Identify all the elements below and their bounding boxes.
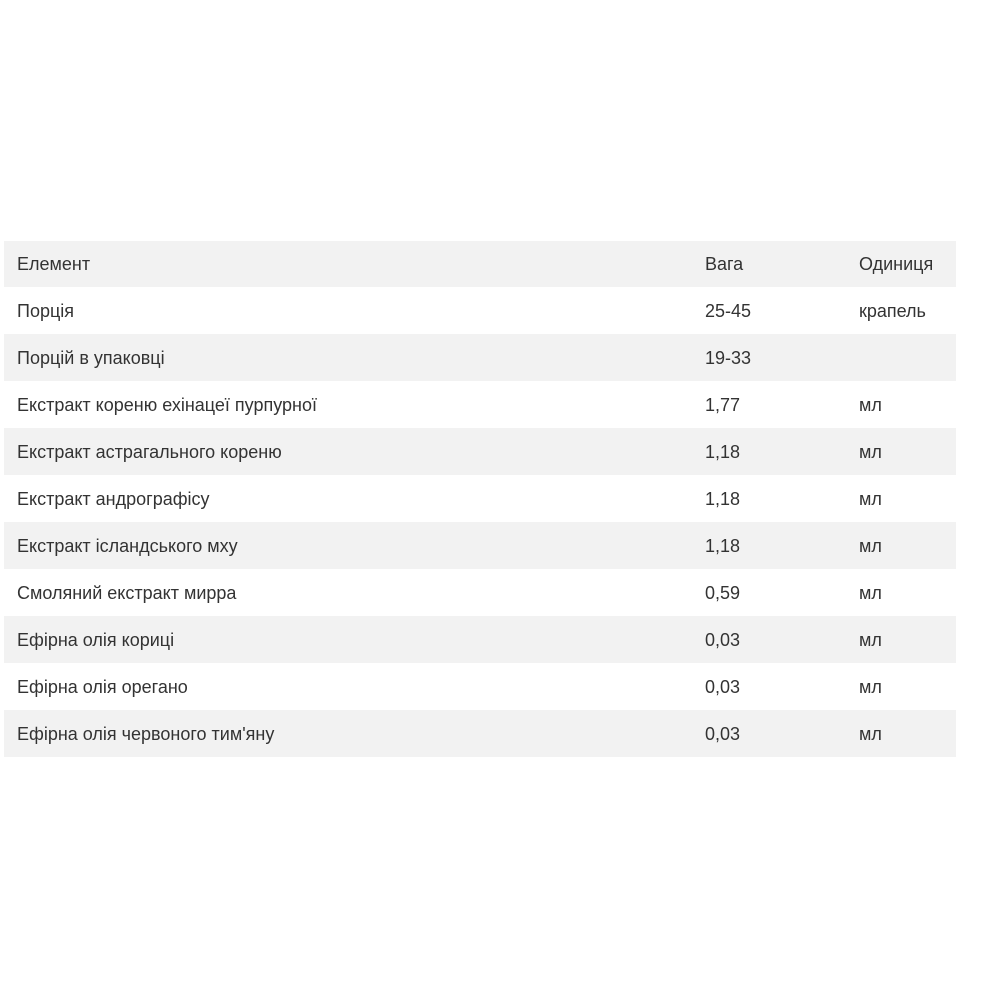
header-element: Елемент: [17, 254, 91, 274]
cell-element: Порцій в упаковці: [17, 347, 165, 368]
cell-element: Ефірна олія кориці: [17, 629, 175, 650]
cell-unit: [846, 334, 956, 381]
cell-element: Екстракт ісландського мху: [17, 535, 238, 556]
cell-element: Ефірна олія червоного тим'яну: [17, 723, 275, 744]
cell-weight: 25-45: [705, 300, 752, 321]
cell-unit: крапель: [859, 300, 926, 321]
cell-unit: мл: [859, 582, 882, 603]
cell-element: Ефірна олія орегано: [17, 676, 188, 697]
table-row: [4, 475, 956, 522]
cell-unit: мл: [859, 676, 882, 697]
cell-unit: мл: [859, 441, 882, 462]
cell-unit: мл: [859, 394, 882, 415]
cell-unit: мл: [859, 488, 882, 509]
table-row: [4, 334, 956, 381]
cell-element: Екстракт кореню ехінацеї пурпурної: [17, 394, 317, 415]
table-header-row: [4, 241, 956, 287]
cell-weight: 1,77: [705, 394, 741, 415]
cell-weight: 0,03: [705, 723, 741, 744]
table-row: [4, 381, 956, 428]
header-unit: Одиниця: [859, 254, 934, 274]
table-row: [4, 569, 956, 616]
cell-element: Екстракт андрографісу: [17, 488, 210, 509]
table-row: [4, 710, 956, 757]
cell-weight: 0,59: [705, 582, 741, 603]
cell-weight: 1,18: [705, 488, 741, 509]
table-row: [4, 663, 956, 710]
cell-element: Екстракт астрагального кореню: [17, 441, 282, 462]
cell-unit: мл: [859, 629, 882, 650]
ingredients-table-container: [4, 241, 956, 757]
cell-unit: мл: [859, 535, 882, 556]
cell-weight: 19-33: [705, 347, 752, 368]
ingredients-table: [4, 241, 956, 757]
cell-weight: 1,18: [705, 535, 741, 556]
table-row: [4, 522, 956, 569]
cell-weight: 0,03: [705, 676, 741, 697]
cell-element: Порція: [17, 300, 75, 321]
table-row: [4, 428, 956, 475]
cell-unit: мл: [859, 723, 882, 744]
table-row: [4, 616, 956, 663]
cell-weight: 0,03: [705, 629, 741, 650]
header-weight: Вага: [705, 254, 744, 274]
table-row: [4, 287, 956, 334]
cell-element: Смоляний екстракт мирра: [17, 582, 237, 603]
cell-weight: 1,18: [705, 441, 741, 462]
